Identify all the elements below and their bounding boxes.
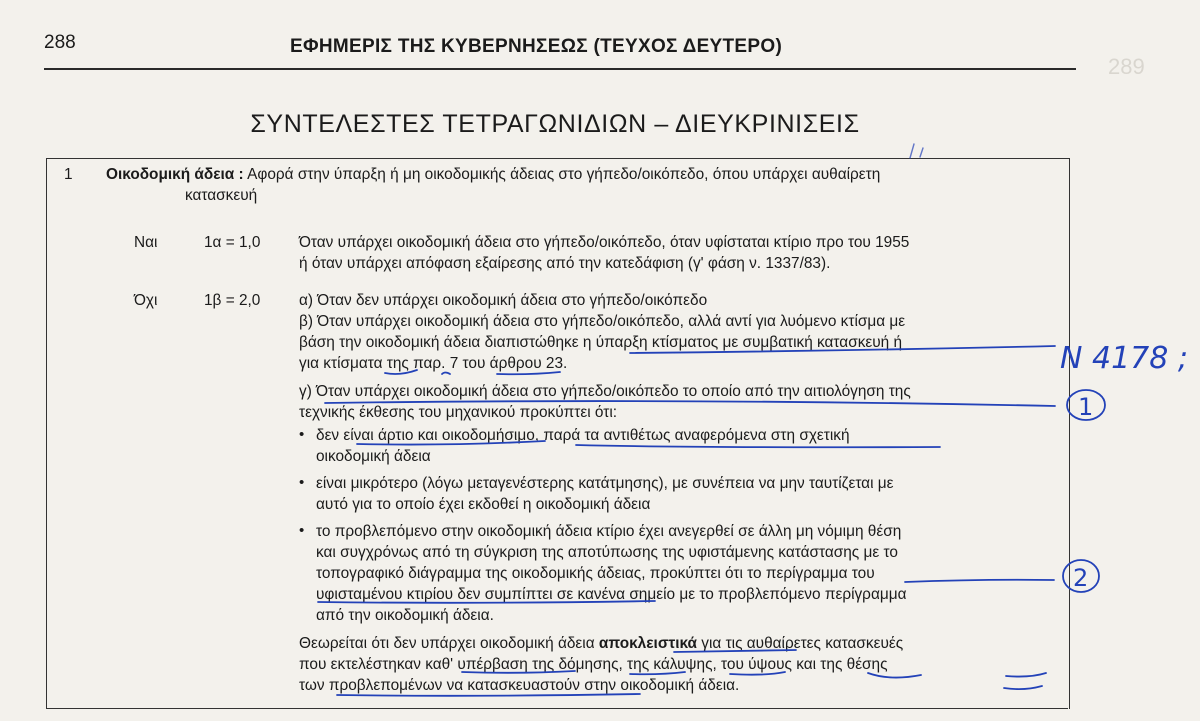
ink-underline bbox=[497, 372, 560, 374]
bleed-page-number: 289 bbox=[1108, 54, 1145, 79]
bullet-marker: • bbox=[299, 522, 305, 539]
ink-underline bbox=[325, 401, 1055, 406]
bullet-3-line-5: από την οικοδομική άδεια. bbox=[316, 607, 494, 624]
no-coefficient: 1β = 2,0 bbox=[204, 292, 261, 309]
handwritten-circle-2-number: 2 bbox=[1073, 564, 1089, 592]
closing-text: Θεωρείται ότι δεν υπάρχει οικοδομική άδεια bbox=[299, 635, 599, 652]
bullet-3-line-4: υφισταμένου κτιρίου δεν συμπίπτει σε κανένα σημείο με το προβλεπόμενο περίγραμμα bbox=[316, 586, 907, 603]
running-head: ΕΦΗΜΕΡΙΣ ΤΗΣ ΚΥΒΕΡΝΗΣΕΩΣ (ΤΕΥΧΟΣ ΔΕΥΤΕΡΟ) bbox=[290, 36, 783, 57]
yes-label: Ναι bbox=[134, 234, 158, 251]
emphasis-exclusively: αποκλειστικά bbox=[598, 635, 698, 652]
no-label: Όχι bbox=[134, 292, 158, 309]
section-title: ΣΥΝΤΕΛΕΣΤΕΣ ΤΕΤΡΑΓΩΝΙΔΙΩΝ – ΔΙΕΥΚΡΙΝΙΣΕΙΣ bbox=[250, 110, 860, 138]
ink-underline bbox=[630, 346, 1055, 353]
closing-line-2: που εκτελέστηκαν καθ' υπέρβαση της δόμησης, της κάλυψης, του ύψους και της θέσης bbox=[299, 656, 888, 673]
item-heading-text: Αφορά στην ύπαρξη ή μη οικοδομικής άδειας στο γήπεδο/οικόπεδο, όπου υπάρχει αυθαίρετη bbox=[247, 166, 881, 183]
page-number: 288 bbox=[44, 32, 76, 53]
ink-underline bbox=[337, 694, 640, 696]
yes-text-line-1: Όταν υπάρχει οικοδομική άδεια στο γήπεδο/οικόπεδο, όταν υφίσταται κτίριο προ του 1955 bbox=[299, 234, 910, 251]
closing-line-3: των προβλεπομένων να κατασκευαστούν στην οικοδομική άδεια. bbox=[299, 677, 740, 694]
handwritten-note-law: Ν 4178 ; bbox=[1060, 341, 1188, 376]
ink-underline bbox=[318, 601, 655, 603]
ink-underline bbox=[905, 580, 1054, 582]
ink-tick bbox=[920, 148, 923, 157]
ink-underline bbox=[385, 370, 417, 374]
ink-underline bbox=[1004, 686, 1042, 689]
ink-underline bbox=[674, 650, 796, 652]
no-case-c-line-2: τεχνικής έκθεσης του μηχανικού προκύπτει ότι: bbox=[299, 404, 618, 421]
bullet-3-line-1: το προβλεπόμενο στην οικοδομική άδεια κτίριο έχει ανεγερθεί σε άλλη μη νόμιμη θέση bbox=[316, 523, 902, 540]
bullet-2-line-1: είναι μικρότερο (λόγω μεταγενέστερης κατάτμησης), με συνέπεια να μην ταυτίζεται με bbox=[316, 475, 894, 492]
ink-underline bbox=[462, 671, 575, 673]
handwritten-circle-1-number: 1 bbox=[1078, 393, 1094, 421]
no-case-c-line-1: γ) Όταν υπάρχει οικοδομική άδεια στο γήπεδο/οικόπεδο το οποίο από την αιτιολόγηση της bbox=[299, 383, 911, 400]
bullet-1-line-1: δεν είναι άρτιο και οικοδομήσιμο, παρά τα αντιθέτως αναφερόμενα στη σχετική bbox=[316, 427, 850, 444]
ink-underline bbox=[868, 673, 921, 678]
ink-underline bbox=[576, 445, 940, 447]
item-number: 1 bbox=[64, 166, 73, 183]
ink-underline bbox=[442, 373, 450, 375]
bullet-1-line-2: οικοδομική άδεια bbox=[316, 448, 431, 465]
no-case-b-line-1: β) Όταν υπάρχει οικοδομική άδεια στο γήπεδο/οικόπεδο, αλλά αντί για λυόμενο κτίσμα με bbox=[299, 313, 906, 330]
no-case-a: α) Όταν δεν υπάρχει οικοδομική άδεια στο γήπεδο/οικόπεδο bbox=[299, 292, 708, 309]
bullet-2-line-2: αυτό για το οποίο έχει εκδοθεί η οικοδομική άδεια bbox=[316, 496, 651, 513]
ink-underline bbox=[357, 441, 545, 445]
ink-underline bbox=[730, 672, 785, 675]
ink-underline bbox=[1006, 673, 1046, 677]
closing-text: για τις αυθαίρετες κατασκευές bbox=[697, 635, 904, 652]
no-case-b-line-2: βάση την οικοδομική άδεια διαπιστώθηκε η ύπαρξη κτίσματος με συμβατική κατασκευή ή bbox=[299, 334, 903, 351]
bullet-marker: • bbox=[299, 474, 305, 491]
bullet-3-line-2: και συγχρόνως από τη σύγκριση της αποτύπωσης της υφιστάμενης κατάστασης με το bbox=[316, 544, 898, 561]
bullet-3-line-3: τοπογραφικό διάγραμμα της οικοδομικής άδειας, προκύπτει ότι το περίγραμμα του bbox=[316, 565, 875, 582]
item-heading: Οικοδομική άδεια : bbox=[106, 166, 244, 183]
ink-tick bbox=[910, 144, 914, 158]
no-case-b-line-3: για κτίσματα της παρ. 7 του άρθρου 23. bbox=[299, 355, 568, 372]
yes-coefficient: 1α = 1,0 bbox=[204, 234, 261, 251]
yes-text-line-2: ή όταν υπάρχει απόφαση εξαίρεσης από την κατεδάφιση (γ' φάση ν. 1337/83). bbox=[299, 255, 831, 272]
ink-underline bbox=[630, 672, 685, 674]
bullet-marker: • bbox=[299, 426, 305, 443]
item-heading-text-cont: κατασκευή bbox=[185, 187, 258, 204]
